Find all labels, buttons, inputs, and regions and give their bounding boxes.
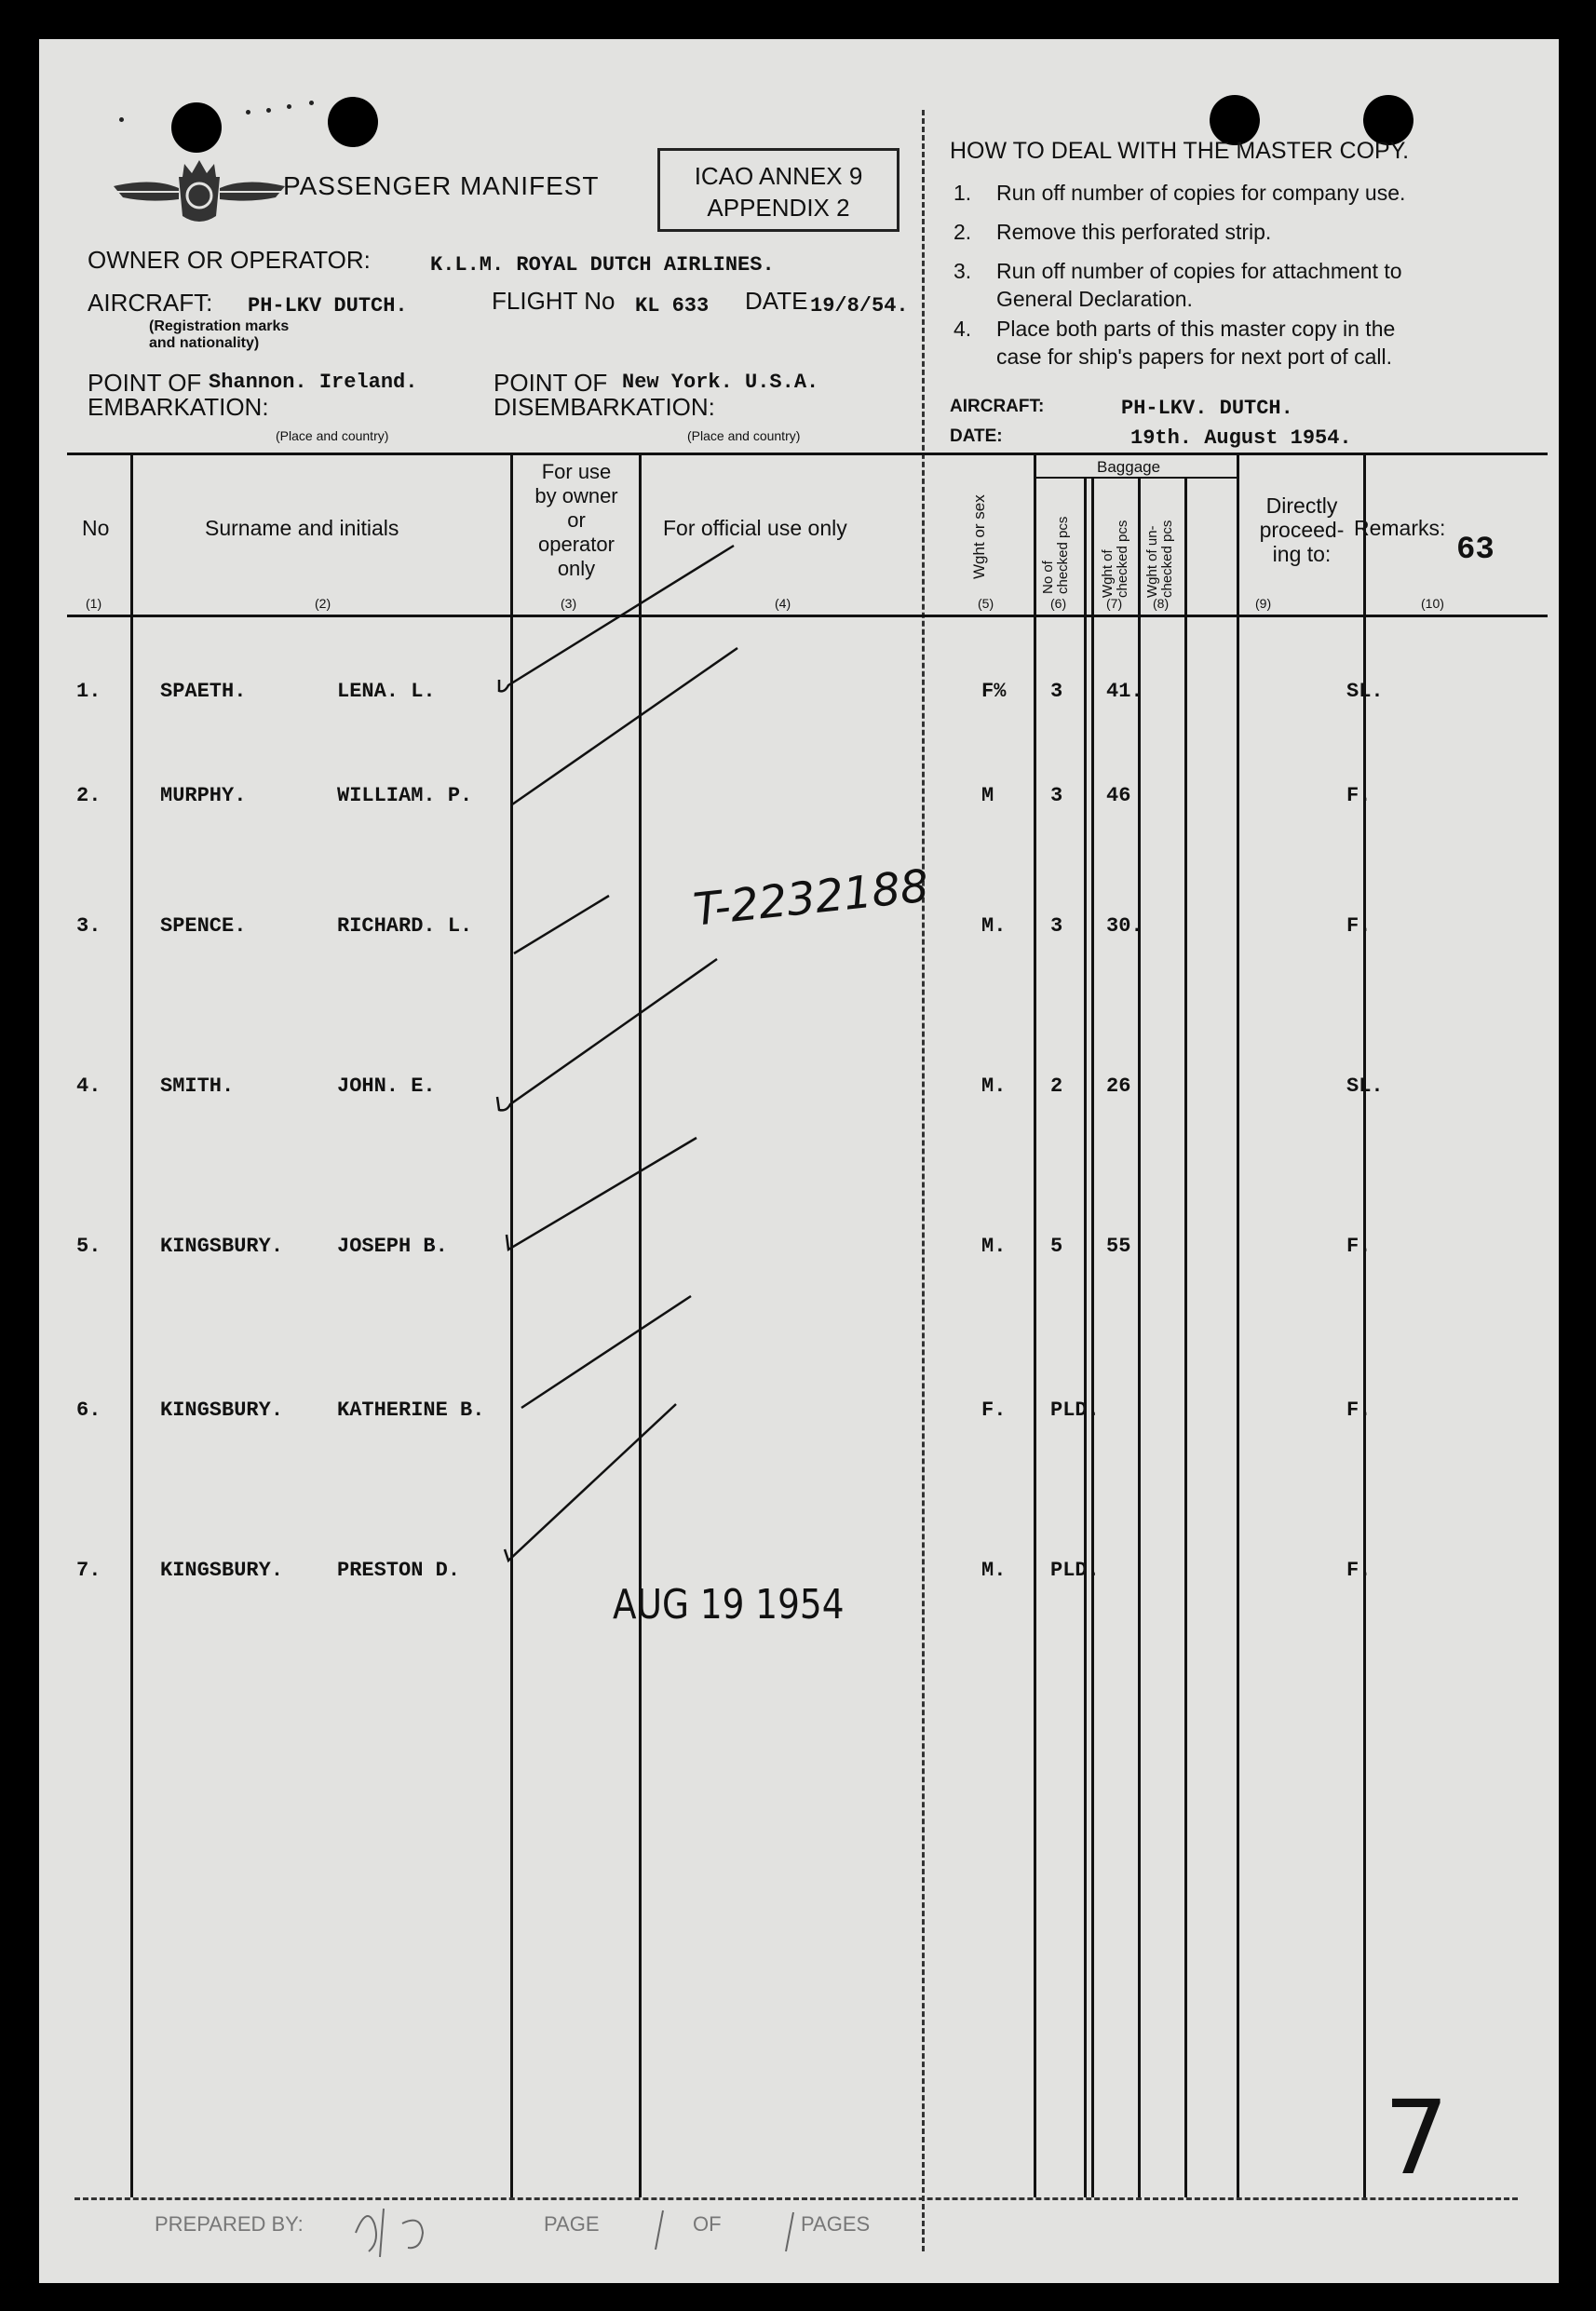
header-line: checked pcs: [1115, 520, 1130, 598]
instruction-text: Remove this perforated strip.: [996, 220, 1272, 244]
col-baggage: Baggage: [1097, 458, 1161, 476]
instruction-text: Run off number of copies for attachment to: [996, 259, 1402, 283]
passenger-initials: JOHN. E.: [337, 1074, 436, 1098]
passenger-initials: LENA. L.: [337, 680, 436, 703]
flight-value: KL 633: [635, 294, 710, 318]
column-number: (4): [775, 596, 791, 611]
passenger-sex: M.: [981, 1235, 1007, 1258]
disembarkation-note: (Place and country): [687, 428, 801, 443]
header-line: Directly: [1265, 493, 1338, 518]
column-number: (10): [1421, 596, 1444, 611]
passenger-surname: KINGSBURY.: [160, 1559, 284, 1582]
header-line: Wght of: [1100, 549, 1116, 598]
row-number: 1.: [76, 680, 101, 703]
handwritten-reference: T-2232188: [691, 859, 932, 937]
instruction-text: Place both parts of this master copy in the: [996, 317, 1396, 341]
owner-check-marks: [39, 39, 1559, 2283]
col-wght-sex: Wght or sex: [970, 494, 988, 579]
instr-aircraft-value: PH-LKV. DUTCH.: [1121, 397, 1293, 420]
row-number: 5.: [76, 1235, 101, 1258]
passenger-remarks: F.: [1346, 1399, 1372, 1422]
checked-pieces: 3: [1050, 784, 1063, 807]
col-official: For official use only: [663, 516, 847, 540]
column-number: (5): [978, 596, 994, 611]
embarkation-label-1: POINT OF: [88, 369, 202, 397]
column-number: (9): [1255, 596, 1272, 611]
header-line: For use: [541, 460, 612, 483]
owner-value: K.L.M. ROYAL DUTCH AIRLINES.: [430, 253, 775, 277]
row-number: 6.: [76, 1399, 101, 1422]
header-line: proceed-: [1259, 518, 1345, 542]
column-number: (1): [86, 596, 102, 611]
embarkation-value: Shannon. Ireland.: [209, 371, 418, 394]
checked-pieces: 5: [1050, 1235, 1063, 1258]
passenger-sex: M.: [981, 1074, 1007, 1098]
passenger-surname: MURPHY.: [160, 784, 247, 807]
passenger-remarks: SL.: [1346, 1074, 1384, 1098]
checked-pieces: PLD.: [1050, 1559, 1100, 1582]
of-label: OF: [693, 2212, 722, 2236]
prepared-by-label: PREPARED BY:: [155, 2212, 304, 2236]
instr-date-value: 19th. August 1954.: [1130, 426, 1352, 450]
passenger-remarks: F.: [1346, 914, 1372, 938]
header-line: by owner: [534, 484, 618, 507]
aircraft-value: PH-LKV DUTCH.: [248, 294, 408, 318]
manifest-title: PASSENGER MANIFEST: [283, 171, 600, 200]
column-number: (7): [1106, 596, 1123, 611]
flight-label: FLIGHT No: [492, 287, 615, 315]
passenger-initials: KATHERINE B.: [337, 1399, 485, 1422]
date-value: 19/8/54.: [810, 294, 909, 318]
row-number: 4.: [76, 1074, 101, 1098]
passenger-sex: M.: [981, 914, 1007, 938]
row-number: 3.: [76, 914, 101, 938]
col-no: No: [82, 516, 110, 540]
aircraft-sublabel-1: (Registration marks: [149, 318, 290, 334]
instr-date-label: DATE:: [950, 426, 1003, 446]
instructions-heading: HOW TO DEAL WITH THE MASTER COPY.: [950, 138, 1410, 164]
manifest-sheet: [39, 39, 1559, 2283]
passenger-sex: M: [981, 784, 994, 807]
disembarkation-label-1: POINT OF: [494, 369, 608, 397]
header-line: checked pcs: [1159, 520, 1175, 598]
col-remarks: Remarks:: [1354, 516, 1446, 540]
checked-weight: 46: [1106, 784, 1131, 807]
header-line: operator: [538, 533, 615, 556]
instruction-number: 2.: [954, 220, 972, 244]
passenger-sex: F%: [981, 680, 1007, 703]
header-line: No of: [1040, 561, 1056, 594]
passenger-surname: SPENCE.: [160, 914, 247, 938]
embarkation-label-2: EMBARKATION:: [88, 393, 269, 421]
passenger-surname: SMITH.: [160, 1074, 235, 1098]
aircraft-label: AIRCRAFT:: [88, 289, 213, 317]
disembarkation-label-2: DISEMBARKATION:: [494, 393, 715, 421]
checked-weight: 55: [1106, 1235, 1131, 1258]
date-label: DATE: [745, 287, 808, 315]
row-number: 2.: [76, 784, 101, 807]
header-line: Wght of un-: [1144, 525, 1160, 598]
remarks-note: 63: [1456, 533, 1495, 568]
passenger-surname: SPAETH.: [160, 680, 247, 703]
header-line: or: [567, 508, 586, 532]
instruction-text: Run off number of copies for company use.: [996, 181, 1406, 205]
passenger-initials: PRESTON D.: [337, 1559, 461, 1582]
signature: [318, 2196, 840, 2261]
instruction-text: General Declaration.: [996, 287, 1193, 311]
passenger-initials: JOSEPH B.: [337, 1235, 448, 1258]
passenger-surname: KINGSBURY.: [160, 1235, 284, 1258]
checked-pieces: 3: [1050, 680, 1063, 703]
col-surname: Surname and initials: [205, 516, 399, 540]
passenger-remarks: F.: [1346, 1235, 1372, 1258]
header-line: only: [557, 557, 596, 580]
column-number: (3): [561, 596, 577, 611]
row-number: 7.: [76, 1559, 101, 1582]
instruction-number: 3.: [954, 259, 972, 283]
column-number: (6): [1050, 596, 1067, 611]
header-line: ing to:: [1272, 542, 1332, 566]
passenger-initials: RICHARD. L.: [337, 914, 473, 938]
pages-label: PAGES: [801, 2212, 871, 2236]
passenger-sex: M.: [981, 1559, 1007, 1582]
instruction-text: case for ship's papers for next port of call.: [996, 345, 1392, 369]
embarkation-note: (Place and country): [276, 428, 389, 443]
passenger-sex: F.: [981, 1399, 1007, 1422]
checked-weight: 26: [1106, 1074, 1131, 1098]
checked-weight: 30.: [1106, 914, 1143, 938]
checked-pieces: 3: [1050, 914, 1063, 938]
passenger-remarks: F.: [1346, 784, 1372, 807]
disembarkation-value: New York. U.S.A.: [622, 371, 819, 394]
page-label: PAGE: [544, 2212, 600, 2236]
column-number: (2): [315, 596, 331, 611]
passenger-surname: KINGSBURY.: [160, 1399, 284, 1422]
aircraft-sublabel-2: and nationality): [149, 335, 260, 351]
instruction-number: 1.: [954, 181, 972, 205]
instruction-number: 4.: [954, 317, 972, 341]
passenger-remarks: SL.: [1346, 680, 1384, 703]
checked-pieces: PLD.: [1050, 1399, 1100, 1422]
icao-line-1: ICAO ANNEX 9: [694, 162, 863, 190]
column-number: (8): [1153, 596, 1170, 611]
owner-label: OWNER OR OPERATOR:: [88, 246, 371, 274]
header-line: checked pcs: [1055, 516, 1071, 594]
date-stamp: AUG 19 1954: [613, 1581, 845, 1629]
icao-line-2: APPENDIX 2: [707, 194, 850, 222]
page-total: 7: [1384, 2078, 1449, 2197]
checked-pieces: 2: [1050, 1074, 1063, 1098]
passenger-initials: WILLIAM. P.: [337, 784, 473, 807]
checked-weight: 41.: [1106, 680, 1143, 703]
passenger-remarks: F.: [1346, 1559, 1372, 1582]
instr-aircraft-label: AIRCRAFT:: [950, 397, 1045, 416]
